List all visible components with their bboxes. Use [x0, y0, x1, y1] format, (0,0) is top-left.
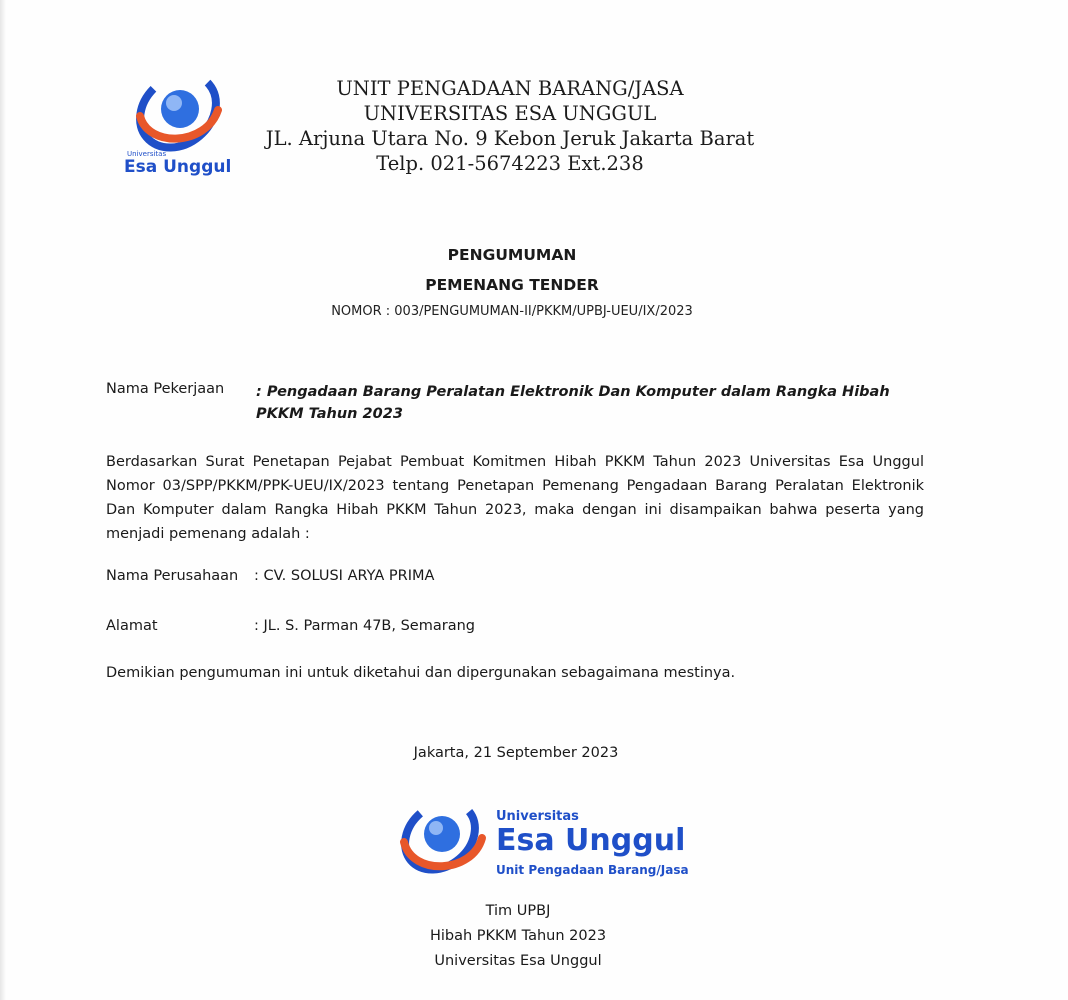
closing-sentence: Demikian pengumuman ini untuk diketahui dan dipergunakan sebagaimana mestinya.: [106, 665, 736, 681]
logo-caption-small: Universitas: [127, 150, 167, 158]
announcement-title: PENGUMUMAN: [447, 246, 577, 264]
university-logo: [120, 76, 244, 176]
esa-unggul-logo-icon: [120, 76, 244, 176]
letterhead-line-2: UNIVERSITAS ESA UNGGUL: [363, 102, 657, 125]
company-value: : CV. SOLUSI ARYA PRIMA: [254, 568, 435, 584]
letterhead: [230, 76, 790, 176]
letterhead-phone: Telp. 021-5674223 Ext.238: [376, 152, 644, 175]
announcement-number: NOMOR : 003/PENGUMUMAN-II/PKKM/UPBJ-UEU/IX/2023: [331, 304, 693, 319]
letterhead-line-1: UNIT PENGADAAN BARANG/JASA: [336, 77, 684, 100]
letterhead-address: JL. Arjuna Utara No. 9 Kebon Jeruk Jakarta Barat: [265, 127, 755, 150]
address-label: Alamat: [106, 618, 158, 634]
stamp-name: Esa Unggul: [496, 823, 686, 858]
job-value: : Pengadaan Barang Peralatan Elektronik Dan Komputer dalam Rangka Hibah PKKM Tahun 2023: [256, 384, 890, 422]
body-paragraph: Berdasarkan Surat Penetapan Pejabat Pembuat Komitmen Hibah PKKM Tahun 2023 Universitas Esa Unggul Nomor 03/SPP/PKKM/PPK-UEU/IX/2023 tentang Penetapan Pemenang Pengadaan Barang Peralatan Elektronik Dan Komputer dalam Rangka Hibah PKKM Tahun 2023, maka dengan ini disampaikan bahwa peserta yang menjadi pemenang adalah :: [106, 454, 924, 542]
unit-stamp-logo: [396, 798, 696, 882]
job-label: Nama Pekerjaan: [106, 381, 225, 397]
signature-line-2: Hibah PKKM Tahun 2023: [429, 928, 607, 944]
esa-unggul-stamp-icon: [396, 798, 696, 882]
scan-edge: [0, 0, 6, 1000]
signature-line-3: Universitas Esa Unggul: [434, 953, 602, 969]
signature-line-1: Tim UPBJ: [485, 903, 551, 919]
address-value: : JL. S. Parman 47B, Semarang: [254, 618, 475, 634]
stamp-unit: Unit Pengadaan Barang/Jasa: [496, 863, 689, 877]
stamp-small-text: Universitas: [496, 809, 579, 824]
announcement-subtitle: PEMENANG TENDER: [425, 276, 599, 294]
company-label: Nama Perusahaan: [106, 568, 239, 584]
logo-caption: Esa Unggul: [124, 157, 232, 176]
date-place: Jakarta, 21 September 2023: [413, 745, 619, 761]
signature-block: [0, 899, 1036, 974]
